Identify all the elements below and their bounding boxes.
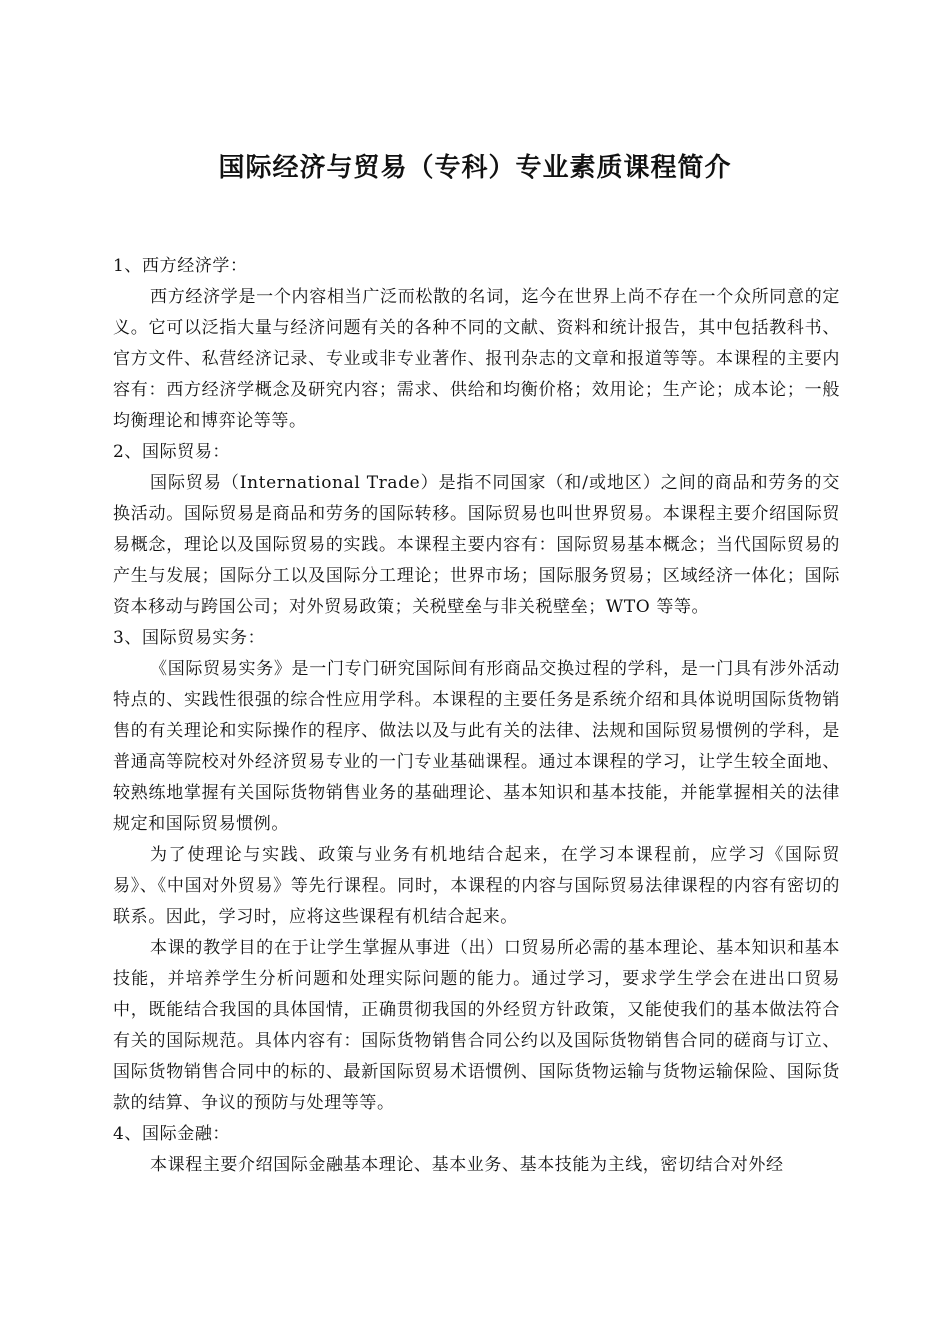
document-title: 国际经济与贸易（专科）专业素质课程简介 (218, 153, 732, 183)
section-international-finance (113, 1119, 840, 1181)
section-heading: 1、西方经济学： (113, 256, 248, 276)
section-paragraph: 《国际贸易实务》是一门专门研究国际间有形商品交换过程的学科，是一门具有涉外活动特点的、实践性很强的综合性应用学科。本课程的主要任务是系统介绍和具体说明国际货物销售的有关理论和实际操作的程序、做法以及与此有关的法律、法规和国际贸易惯例的学科，是普通高等院校对外经济贸易专业的一门专业基础课程。通过本课程的学习，让学生较全面地、较熟练地掌握有关国际货物销售业务的基础理论、基本知识和基本技能，并能掌握相关的法律规定和国际贸易惯例。 (113, 659, 840, 834)
section-paragraph: 为了使理论与实践、政策与业务有机地结合起来，在学习本课程前，应学习《国际贸易》、《中国对外贸易》等先行课程。同时，本课程的内容与国际贸易法律课程的内容有密切的联系。因此，学习时，应将这些课程有机结合起来。 (113, 845, 840, 927)
document-body (113, 251, 840, 1181)
section-paragraph: 西方经济学是一个内容相当广泛而松散的名词，迄今在世界上尚不存在一个众所同意的定义。它可以泛指大量与经济问题有关的各种不同的文献、资料和统计报告，其中包括教科书、官方文件、私营经济记录、专业或非专业著作、报刊杂志的文章和报道等等。本课程的主要内容有：西方经济学概念及研究内容；需求、供给和均衡价格；效用论；生产论；成本论；一般均衡理论和博弈论等等。 (113, 287, 840, 431)
section-paragraph: 国际贸易（International Trade）是指不同国家（和/或地区）之间的商品和劳务的交换活动。国际贸易是商品和劳务的国际转移。国际贸易也叫世界贸易。本课程主要介绍国际贸易概念，理论以及国际贸易的实践。本课程主要内容有：国际贸易基本概念；当代国际贸易的产生与发展；国际分工以及国际分工理论；世界市场；国际服务贸易；区域经济一体化；国际资本移动与跨国公司；对外贸易政策；关税壁垒与非关税壁垒；WTO 等等。 (113, 473, 840, 617)
section-paragraph: 本课程主要介绍国际金融基本理论、基本业务、基本技能为主线，密切结合对外经 (150, 1155, 784, 1175)
section-heading: 3、国际贸易实务： (113, 628, 266, 648)
section-heading: 4、国际金融： (113, 1124, 231, 1144)
section-heading: 2、国际贸易： (113, 442, 231, 462)
section-western-economics (113, 251, 840, 437)
section-international-trade-practice (113, 623, 840, 1119)
section-paragraph: 本课的教学目的在于让学生掌握从事进（出）口贸易所必需的基本理论、基本知识和基本技能，并培养学生分析问题和处理实际问题的能力。通过学习，要求学生学会在进出口贸易中，既能结合我国的具体国情，正确贯彻我国的外经贸方针政策，又能使我们的基本做法符合有关的国际规范。具体内容有：国际货物销售合同公约以及国际货物销售合同的磋商与订立、国际货物销售合同中的标的、最新国际贸易术语惯例、国际货物运输与货物运输保险、国际货款的结算、争议的预防与处理等等。 (113, 938, 840, 1113)
section-international-trade (113, 437, 840, 623)
